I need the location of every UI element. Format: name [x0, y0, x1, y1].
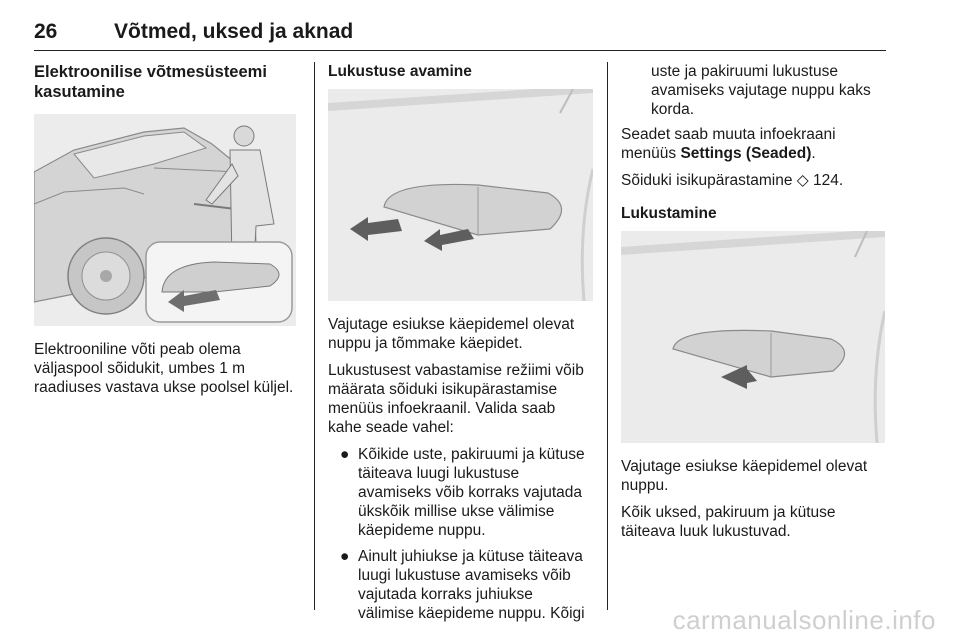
- column-right: [621, 62, 887, 549]
- column-divider-left: [314, 62, 315, 610]
- bullet-icon: ●: [340, 446, 350, 463]
- page-header: [34, 20, 886, 51]
- door-handle-unlock-illustration: [328, 89, 593, 301]
- list-item: ● Kõikide uste, pakiruumi ja kütuse täiteava luugi lukustuse avamiseks võib korraks vajutada ükskõik millise ukse välimise käepideme nuppu.: [340, 446, 585, 539]
- page-number: 26: [34, 20, 58, 43]
- unlock-mode-list: [328, 445, 593, 623]
- unlock-paragraph-1: Vajutage esiukse käepidemel olevat nuppu ja tõmmake käepidet.: [328, 316, 575, 352]
- column-left: [34, 62, 302, 405]
- bullet-icon: ●: [340, 548, 350, 565]
- section-heading-locking: Lukustamine: [621, 205, 717, 222]
- list-item: ● Ainult juhiukse ja kütuse täiteava luugi lukustuse avamiseks võib vajutada korraks juhiukse välimise käepideme nuppu. Kõigi: [340, 548, 585, 622]
- column-middle: [328, 62, 593, 630]
- section-heading-unlocking: Lukustuse avamine: [328, 63, 472, 80]
- electronic-key-paragraph: Elektrooniline võti peab olema väljaspool sõidukit, umbes 1 m raadiuses vastava ukse poolsel küljel.: [34, 341, 294, 396]
- section-heading-electronic-key: Elektroonilise võtmesüsteemi kasutamine: [34, 63, 267, 101]
- page-reference-icon: ◇: [796, 172, 809, 189]
- settings-paragraph: Seadet saab muuta infoekraani menüüs Settings (Seaded).: [621, 126, 836, 162]
- column-divider-right: [607, 62, 608, 610]
- settings-menu-name: Settings (Seaded): [680, 145, 812, 162]
- unlock-paragraph-2: Lukustusest vabastamise režiimi võib määrata sõiduki isikupärastamise menüüs infoekraanil. Valida saab kahe seade vahel:: [328, 362, 584, 436]
- lock-paragraph-2: Kõik uksed, pakiruum ja kütuse täiteava luuk lukustuvad.: [621, 504, 836, 540]
- door-handle-lock-illustration: [621, 231, 885, 443]
- lock-paragraph-1: Vajutage esiukse käepidemel olevat nuppu.: [621, 458, 868, 494]
- list-item-continuation: uste ja pakiruumi lukustuse avamiseks vajutage nuppu kaks korda.: [651, 63, 871, 118]
- car-door-illustration: [34, 114, 296, 326]
- watermark: carmanualsonline.info: [672, 605, 936, 635]
- chapter-title: Võtmed, uksed ja aknad: [114, 20, 354, 43]
- personalisation-reference: Sõiduki isikupärastamine ◇ 124.: [621, 172, 844, 189]
